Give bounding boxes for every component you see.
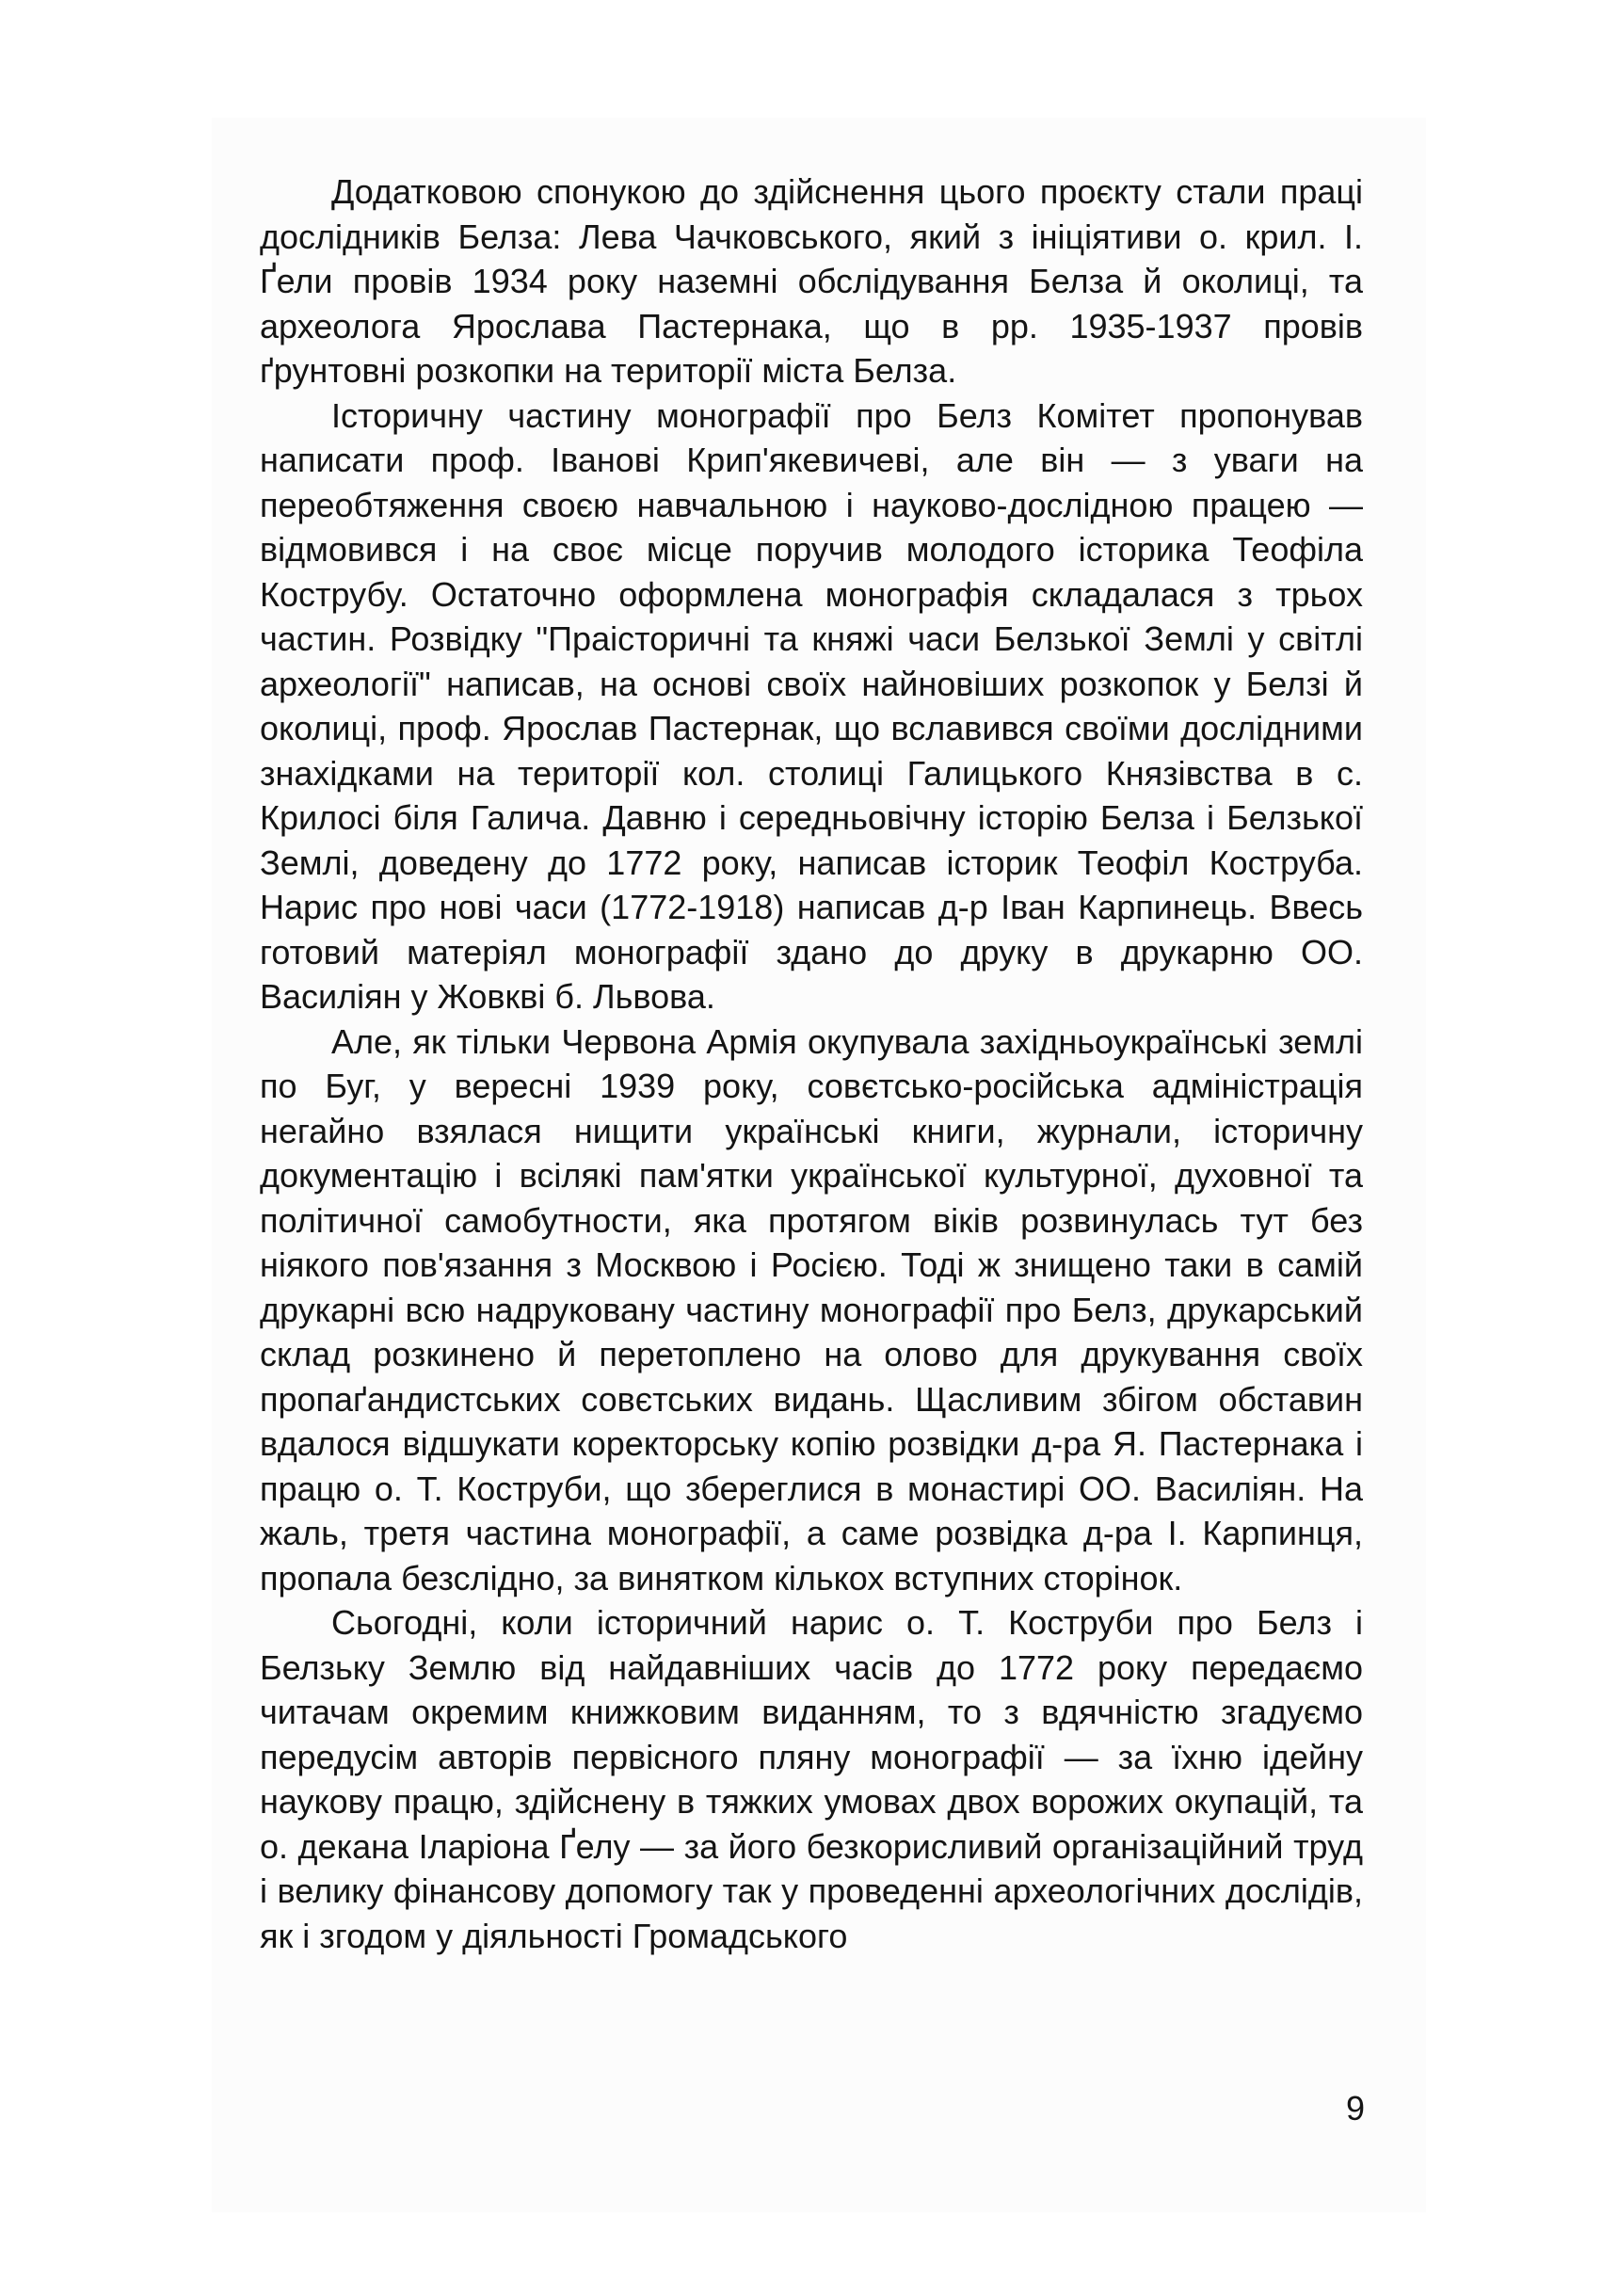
body-text <box>260 169 1363 1958</box>
paragraph-1: Додатковою спонукою до здійснення цього проєкту стали праці дослідників Белза: Лева Чачковського, який з ініціятиви о. крил. І. Ґели провів 1934 року наземні обслідування Белза й околиці, та археолога Ярослава Пастернака, що в рр. 1935-1937 провів ґрунтовні розкопки на території міста Белза. <box>260 172 1363 390</box>
paragraph-3: Але, як тільки Червона Армія окупувала західньоукраїнські землі по Буг, у вересні 1939 року, совєтсько-російська адміністрація негайно взялася нищити українські книги, журнали, історичну документацію і всілякі пам'ятки української культурної, духовної та політичної самобутности, яка протягом віків розвинулась тут без ніякого пов'язання з Москвою і Росією. Тоді ж знищено таки в самій друкарні всю надруковану частину монографії про Белз, друкарський склад розкинено й перетоплено на олово для друкування своїх пропаґандистських совєтських видань. Щасливим збігом обставин вдалося відшукати коректорську копію розвідки д-ра Я. Пастернака і працю о. Т. Коструби, що збереглися в монастирі ОО. Василіян. На жаль, третя частина монографії, а саме розвідка д-ра І. Карпинця, пропала безслідно, за винятком кількох вступних сторінок. <box>260 1021 1363 1598</box>
paragraph-2: Історичну частину монографії про Белз Комітет пропонував написати проф. Іванові Крип'якевичеві, але він — з уваги на переобтяження своєю навчальною і науково-дослідною працею — відмовився і на своє місце поручив молодого історика Теофіла Кострубу. Остаточно оформлена монографія складалася з трьох частин. Розвідку "Праісторичні та княжі часи Белзької Землі у світлі археології" написав, на основі своїх найновіших розкопок у Белзі й околиці, проф. Ярослав Пастернак, що вславився своїми дослідними знахідками на території кол. столиці Галицького Князівства в с. Крилосі біля Галича. Давню і середньовічну історію Белза і Белзької Землі, доведену до 1772 року, написав історик Теофіл Коструба. Нарис про нові часи (1772-1918) написав д-р Іван Карпинець. Ввесь готовий матеріял монографії здано до друку в друкарню ОО. Василіян у Жовкві б. Львова. <box>260 395 1363 1016</box>
page-number: 9 <box>1345 2089 1365 2127</box>
paragraph-4: Сьогодні, коли історичний нарис о. Т. Коструби про Белз і Белзьку Землю від найдавніших часів до 1772 року передаємо читачам окремим книжковим виданням, то з вдячністю згадуємо передусім авторів первісного пляну монографії — за їхню ідейну наукову працю, здійснену в тяжких умовах двох ворожих окупацій, та о. декана Іларіона Ґелу — за його безкорисливий організаційний труд і велику фінансову допомогу так у проведенні археологічних дослідів, як і згодом у діяльності Громадського <box>260 1603 1363 1955</box>
